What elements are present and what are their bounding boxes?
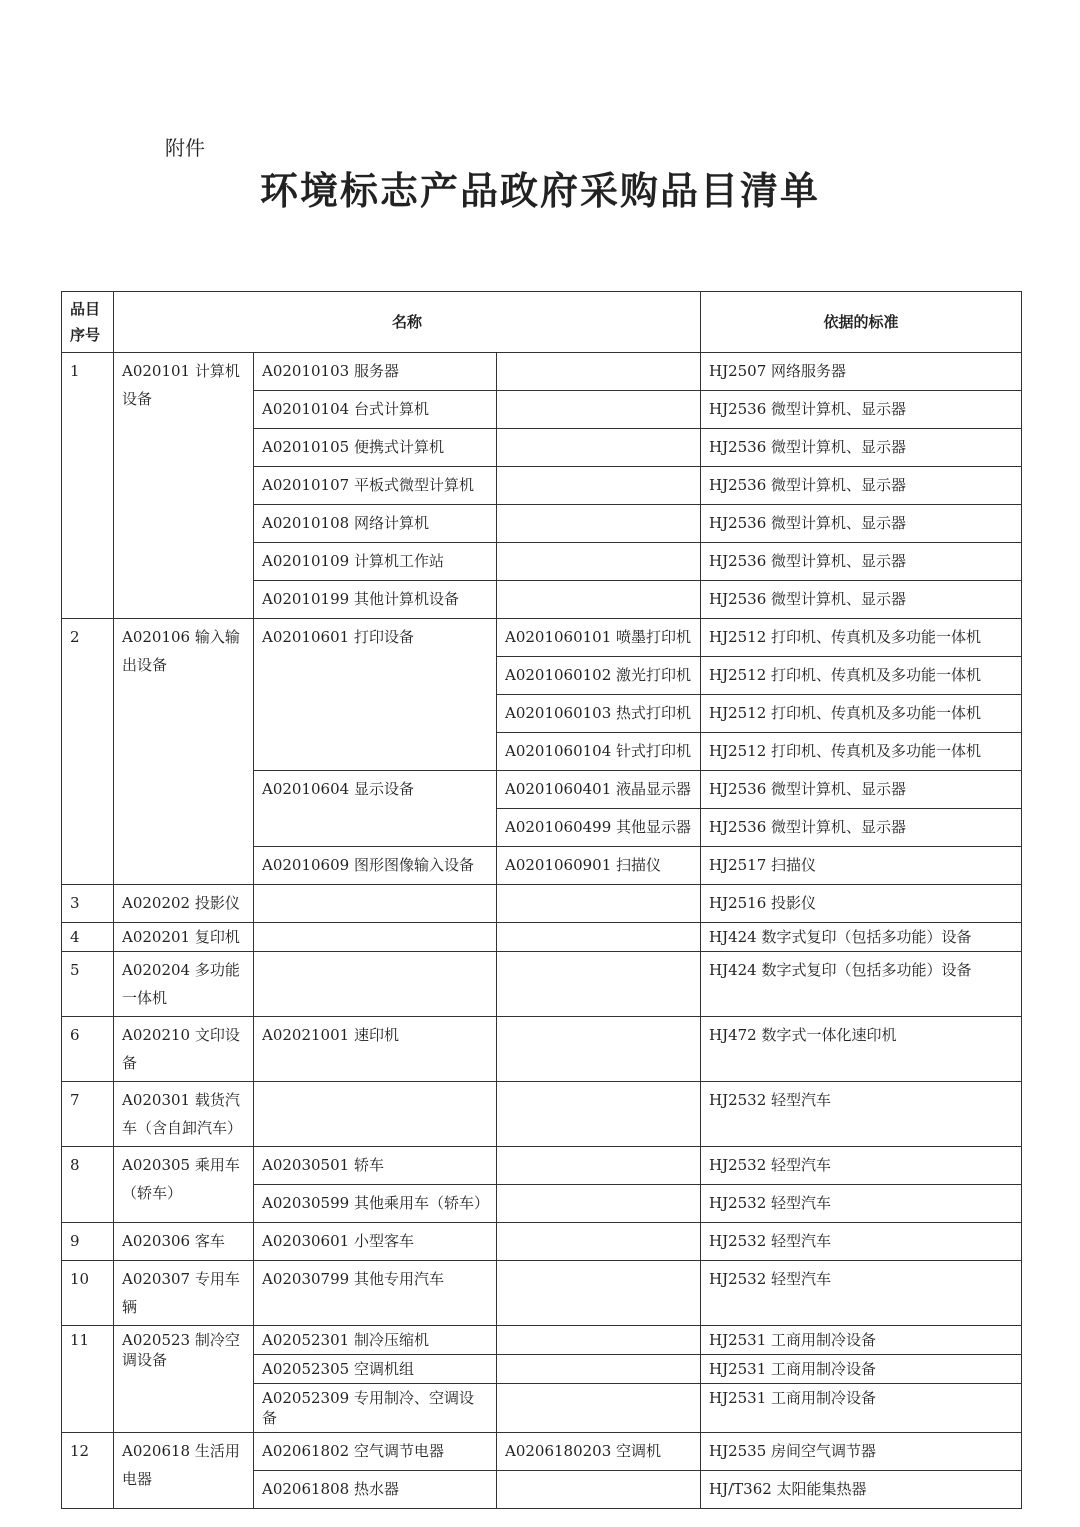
subcategory-cell: A02052305 空调机组 — [254, 1355, 497, 1384]
standard-cell: HJ424 数字式复印（包括多功能）设备 — [701, 952, 1022, 1017]
standard-cell: HJ2517 扫描仪 — [701, 847, 1022, 885]
standard-cell: HJ2516 投影仪 — [701, 885, 1022, 923]
detail-cell — [497, 1326, 701, 1355]
standard-cell: HJ2536 微型计算机、显示器 — [701, 581, 1022, 619]
standard-cell: HJ2536 微型计算机、显示器 — [701, 543, 1022, 581]
detail-cell — [497, 1384, 701, 1433]
table-row — [62, 1147, 1022, 1185]
detail-cell: A0201060102 激光打印机 — [497, 657, 701, 695]
detail-cell — [497, 429, 701, 467]
subcategory-cell: A02010604 显示设备 — [254, 771, 497, 847]
table-row — [62, 1017, 1022, 1082]
subcategory-cell — [254, 1082, 497, 1147]
subcategory-cell: A02010107 平板式微型计算机 — [254, 467, 497, 505]
standard-cell: HJ2535 房间空气调节器 — [701, 1433, 1022, 1471]
category-cell: A020618 生活用电器 — [114, 1433, 254, 1509]
subcategory-cell: A02010104 台式计算机 — [254, 391, 497, 429]
standard-cell: HJ2536 微型计算机、显示器 — [701, 809, 1022, 847]
subcategory-cell — [254, 885, 497, 923]
standard-cell: HJ424 数字式复印（包括多功能）设备 — [701, 923, 1022, 952]
standard-cell: HJ2532 轻型汽车 — [701, 1147, 1022, 1185]
table-row — [62, 1223, 1022, 1261]
table-row — [62, 1433, 1022, 1471]
detail-cell: A0201060499 其他显示器 — [497, 809, 701, 847]
table-row — [62, 353, 1022, 391]
header-item-number: 品目 序号 — [62, 292, 114, 353]
standard-cell: HJ2531 工商用制冷设备 — [701, 1326, 1022, 1355]
detail-cell — [497, 885, 701, 923]
category-cell: A020202 投影仪 — [114, 885, 254, 923]
category-cell: A020523 制冷空调设备 — [114, 1326, 254, 1433]
subcategory-cell: A02030501 轿车 — [254, 1147, 497, 1185]
item-number: 5 — [62, 952, 114, 1017]
detail-cell — [497, 1223, 701, 1261]
subcategory-cell — [254, 952, 497, 1017]
detail-cell — [497, 467, 701, 505]
subcategory-cell: A02061802 空气调节电器 — [254, 1433, 497, 1471]
table-row — [62, 923, 1022, 952]
item-number: 12 — [62, 1433, 114, 1509]
detail-cell: A0201060101 喷墨打印机 — [497, 619, 701, 657]
standard-cell: HJ2512 打印机、传真机及多功能一体机 — [701, 619, 1022, 657]
header-name: 名称 — [114, 292, 701, 353]
item-number: 10 — [62, 1261, 114, 1326]
table-row — [62, 1326, 1022, 1355]
standard-cell: HJ472 数字式一体化速印机 — [701, 1017, 1022, 1082]
detail-cell — [497, 1355, 701, 1384]
detail-cell — [497, 543, 701, 581]
procurement-table — [61, 291, 1022, 1509]
standard-cell: HJ2512 打印机、传真机及多功能一体机 — [701, 695, 1022, 733]
subcategory-cell: A02010103 服务器 — [254, 353, 497, 391]
page-title: 环境标志产品政府采购品目清单 — [259, 168, 820, 213]
category-cell: A020101 计算机设备 — [114, 353, 254, 619]
table-row — [62, 1082, 1022, 1147]
detail-cell: A0201060103 热式打印机 — [497, 695, 701, 733]
subcategory-cell: A02010108 网络计算机 — [254, 505, 497, 543]
subcategory-cell: A02010105 便携式计算机 — [254, 429, 497, 467]
subcategory-cell: A02021001 速印机 — [254, 1017, 497, 1082]
table-row — [62, 952, 1022, 1017]
item-number: 7 — [62, 1082, 114, 1147]
detail-cell — [497, 581, 701, 619]
item-number: 11 — [62, 1326, 114, 1433]
detail-cell — [497, 1261, 701, 1326]
category-cell: A020301 载货汽车（含自卸汽车） — [114, 1082, 254, 1147]
category-cell: A020210 文印设备 — [114, 1017, 254, 1082]
detail-cell — [497, 1017, 701, 1082]
standard-cell: HJ2532 轻型汽车 — [701, 1223, 1022, 1261]
category-cell: A020307 专用车辆 — [114, 1261, 254, 1326]
standard-cell: HJ2532 轻型汽车 — [701, 1185, 1022, 1223]
subcategory-cell: A02010109 计算机工作站 — [254, 543, 497, 581]
item-number: 9 — [62, 1223, 114, 1261]
subcategory-cell: A02030601 小型客车 — [254, 1223, 497, 1261]
detail-cell: A0206180203 空调机 — [497, 1433, 701, 1471]
table-header-row — [62, 292, 1022, 353]
standard-cell: HJ2532 轻型汽车 — [701, 1082, 1022, 1147]
standard-cell: HJ2512 打印机、传真机及多功能一体机 — [701, 657, 1022, 695]
standard-cell: HJ2536 微型计算机、显示器 — [701, 429, 1022, 467]
table-row — [62, 1261, 1022, 1326]
detail-cell — [497, 1082, 701, 1147]
standard-cell: HJ2536 微型计算机、显示器 — [701, 391, 1022, 429]
standard-cell: HJ2507 网络服务器 — [701, 353, 1022, 391]
standard-cell: HJ2536 微型计算机、显示器 — [701, 771, 1022, 809]
item-number: 3 — [62, 885, 114, 923]
standard-cell: HJ/T362 太阳能集热器 — [701, 1471, 1022, 1509]
standard-cell: HJ2512 打印机、传真机及多功能一体机 — [701, 733, 1022, 771]
detail-cell: A0201060401 液晶显示器 — [497, 771, 701, 809]
category-cell: A020201 复印机 — [114, 923, 254, 952]
category-cell: A020305 乘用车（轿车） — [114, 1147, 254, 1223]
item-number: 1 — [62, 353, 114, 619]
detail-cell — [497, 1185, 701, 1223]
subcategory-cell: A02010601 打印设备 — [254, 619, 497, 771]
item-number: 2 — [62, 619, 114, 885]
table-row — [62, 619, 1022, 657]
detail-cell — [497, 505, 701, 543]
header-standard: 依据的标准 — [701, 292, 1022, 353]
standard-cell: HJ2536 微型计算机、显示器 — [701, 505, 1022, 543]
subcategory-cell: A02010199 其他计算机设备 — [254, 581, 497, 619]
detail-cell — [497, 923, 701, 952]
standard-cell: HJ2536 微型计算机、显示器 — [701, 467, 1022, 505]
standard-cell: HJ2532 轻型汽车 — [701, 1261, 1022, 1326]
category-cell: A020306 客车 — [114, 1223, 254, 1261]
item-number: 8 — [62, 1147, 114, 1223]
annex-label: 附件 — [165, 136, 205, 160]
subcategory-cell: A02010609 图形图像输入设备 — [254, 847, 497, 885]
category-cell: A020204 多功能一体机 — [114, 952, 254, 1017]
subcategory-cell — [254, 923, 497, 952]
detail-cell — [497, 391, 701, 429]
subcategory-cell: A02030799 其他专用汽车 — [254, 1261, 497, 1326]
detail-cell: A0201060901 扫描仪 — [497, 847, 701, 885]
table-row — [62, 885, 1022, 923]
item-number: 4 — [62, 923, 114, 952]
detail-cell — [497, 1471, 701, 1509]
subcategory-cell: A02052309 专用制冷、空调设备 — [254, 1384, 497, 1433]
item-number: 6 — [62, 1017, 114, 1082]
detail-cell — [497, 1147, 701, 1185]
standard-cell: HJ2531 工商用制冷设备 — [701, 1384, 1022, 1433]
subcategory-cell: A02052301 制冷压缩机 — [254, 1326, 497, 1355]
subcategory-cell: A02061808 热水器 — [254, 1471, 497, 1509]
detail-cell: A0201060104 针式打印机 — [497, 733, 701, 771]
subcategory-cell: A02030599 其他乘用车（轿车） — [254, 1185, 497, 1223]
category-cell: A020106 输入输出设备 — [114, 619, 254, 885]
detail-cell — [497, 353, 701, 391]
standard-cell: HJ2531 工商用制冷设备 — [701, 1355, 1022, 1384]
detail-cell — [497, 952, 701, 1017]
